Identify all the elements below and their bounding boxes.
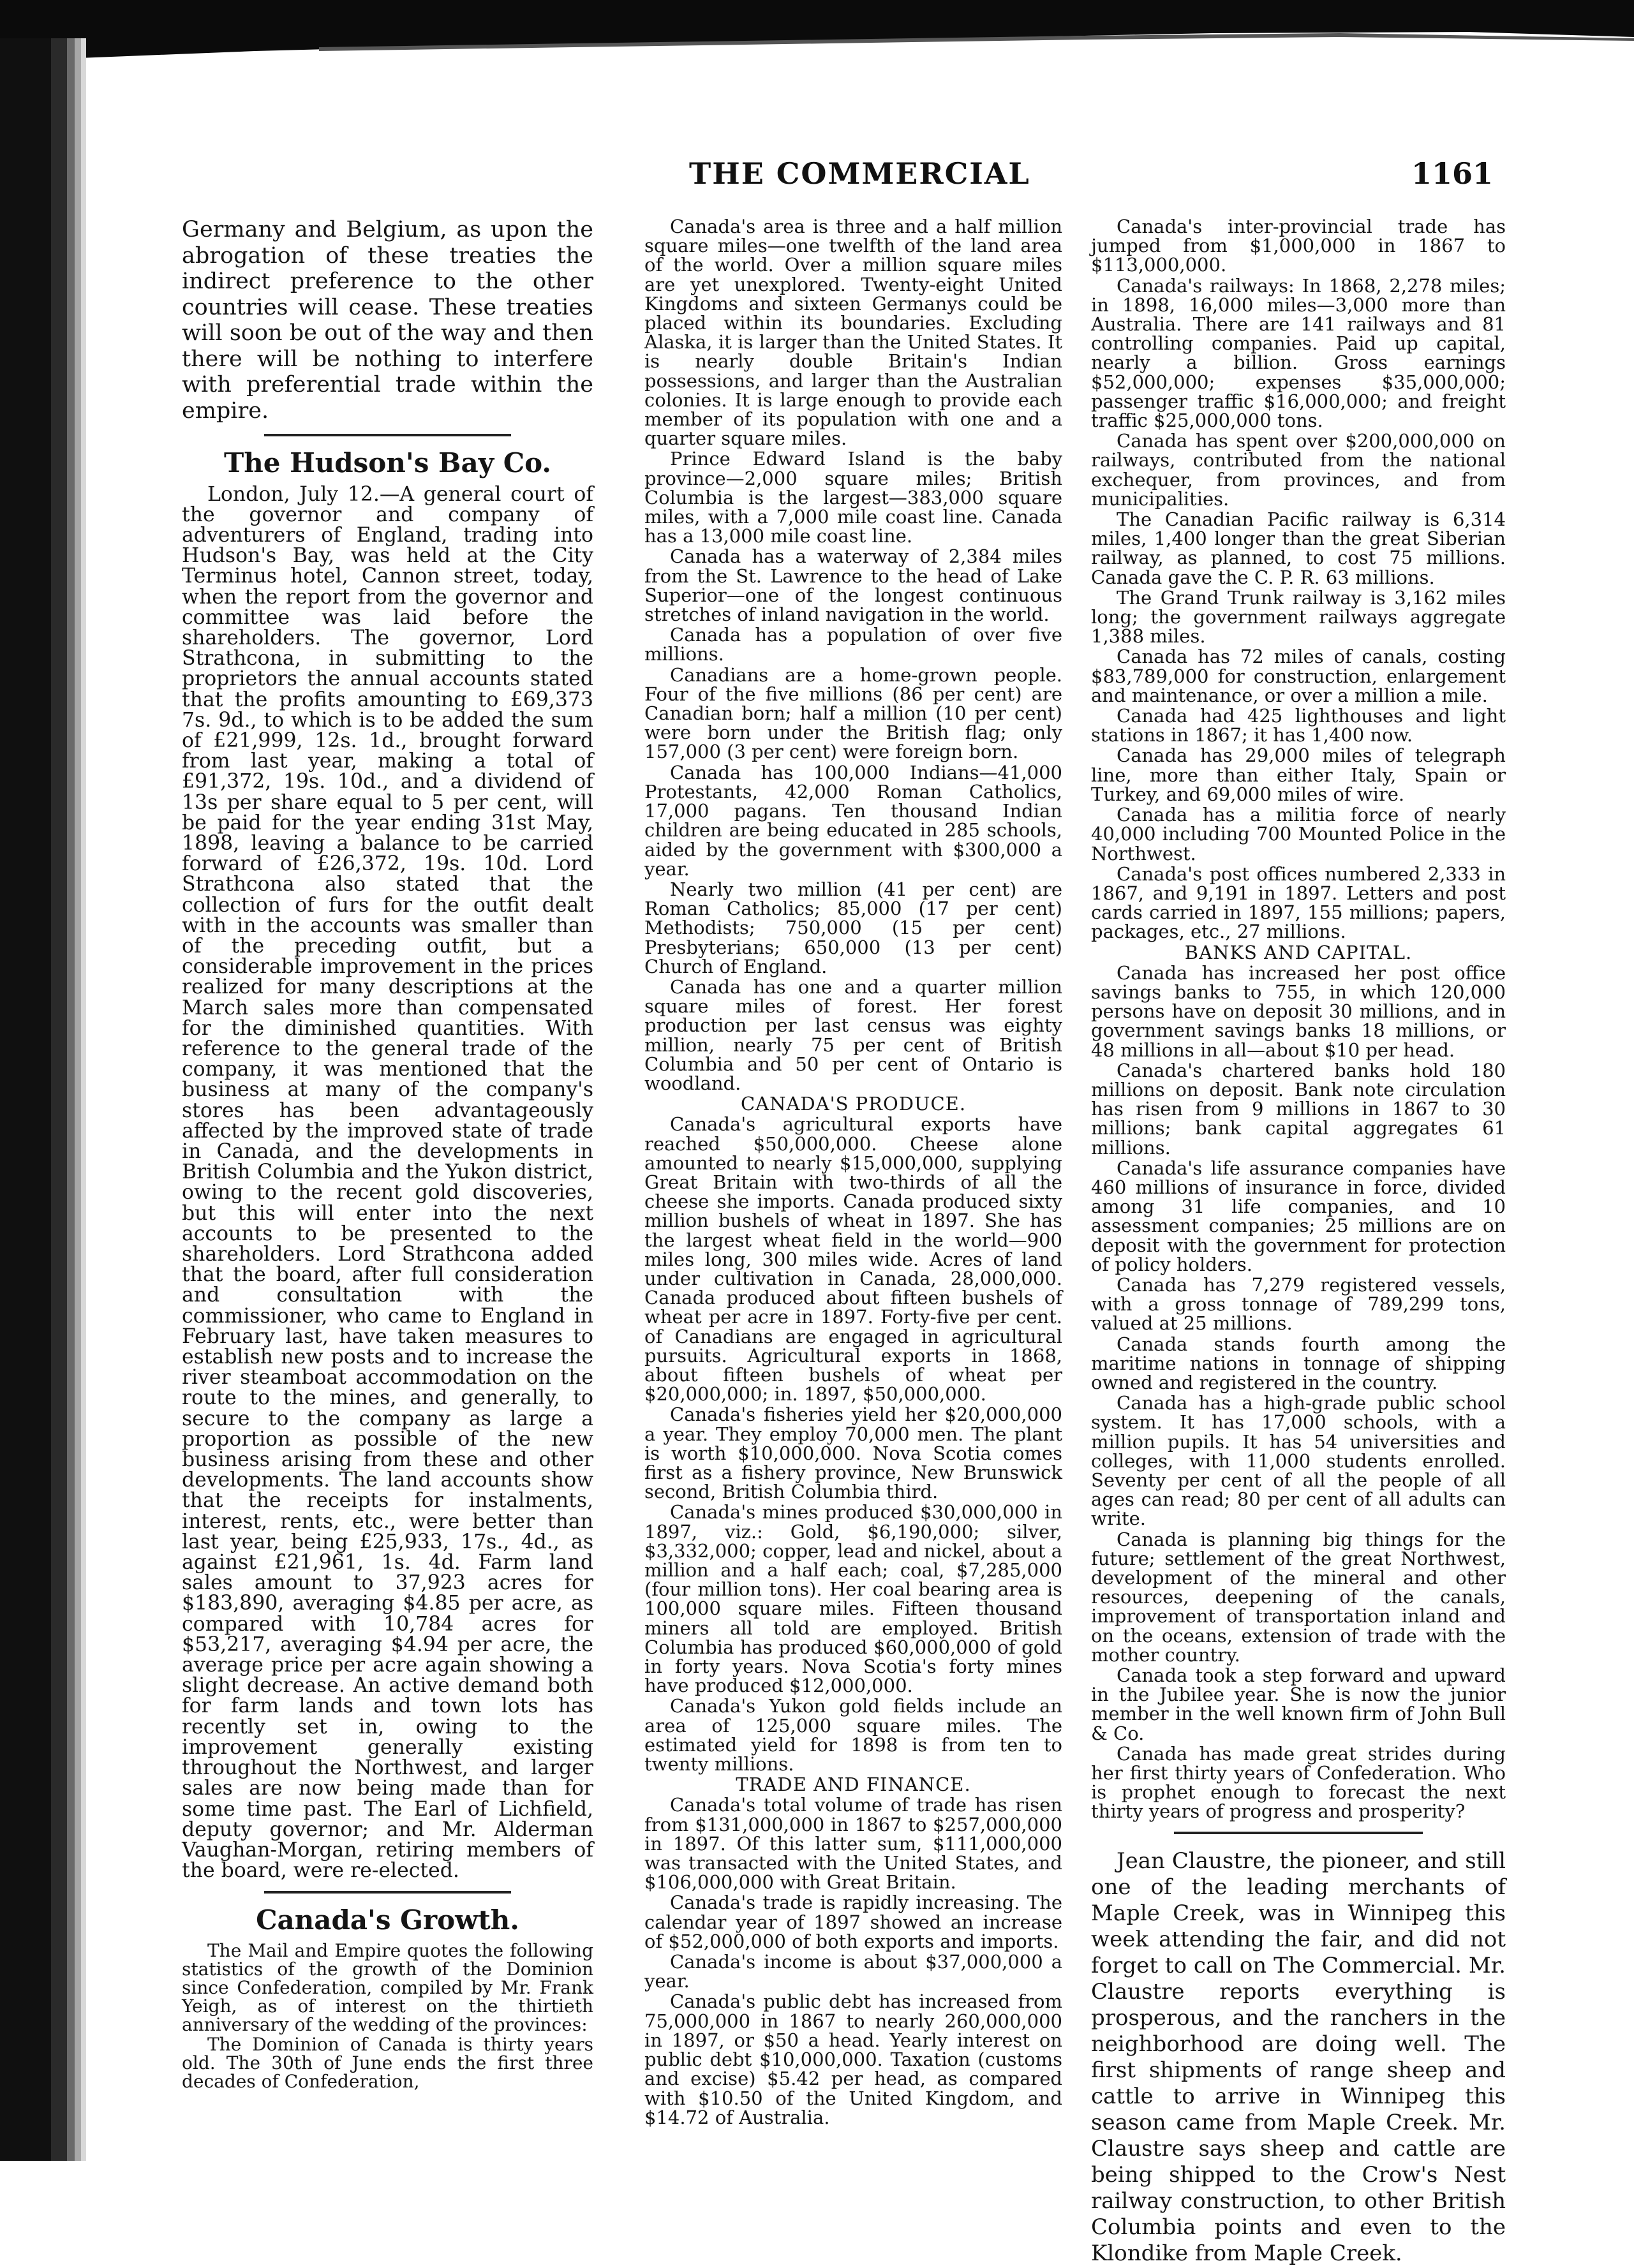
binding-spine	[0, 38, 102, 2161]
article-paragraph: Canada's area is three and a half million square miles—one twelfth of the land area of the world. Over a million square miles are yet unexplored. Twenty-eight United Kingdoms and sixteen Germanys could be placed within its boundaries. Excluding Alaska, it is larger than the United States. It is nearly double Britain's Indian possessions, and larger than the Australian colonies. It is large enough to provide each member of its population with one and a quarter square miles.	[644, 216, 1062, 450]
article-paragraph: Canada took a step forward and upward in the Jubilee year. She is now the junior member in the well known firm of John Bull & Co.	[1091, 1664, 1506, 1744]
article-paragraph: Canada has a population of over five millions.	[644, 624, 1062, 665]
article-paragraph: Canada has 7,279 registered vessels, with a gross tonnage of 789,299 tons, valued at 25 millions.	[1091, 1273, 1506, 1335]
article-paragraph: The Canadian Pacific railway is 6,314 miles, 1,400 longer than the great Siberian railway, as planned, to cost 75 millions. Canada gave the C. P. R. 63 millions.	[1091, 508, 1506, 588]
subheading-trade-finance: TRADE AND FINANCE.	[736, 1774, 971, 1796]
article-paragraph: Canada's Yukon gold fields include an area of 125,000 square miles. The estimated yield for 1898 is from ten to twenty millions.	[644, 1695, 1062, 1775]
article-paragraph: Prince Edward Island is the baby province—2,000 square miles; British Columbia is the largest—383,000 square miles, with a 7,000 mile coast line. Canada has a 13,000 mile coast line.	[644, 448, 1062, 547]
article-paragraph: Canada has a high-grade public school system. It has 17,000 schools, with a million pupils. It has 54 universities and colleges, with 11,000 students enrolled. Seventy per cent of all the people of all ages can read; 80 per cent of all adults can write.	[1091, 1392, 1506, 1530]
article-paragraph: Canada's trade is rapidly increasing. The calendar year of 1897 showed an increase of $52,000,000 of both exports and imports.	[644, 1892, 1062, 1952]
article-paragraph: Canada's inter-provincial trade has jumped from $1,000,000 in 1867 to $113,000,000.	[1091, 216, 1506, 276]
article-paragraph: The Grand Trunk railway is 3,162 miles long; the government railways aggregate 1,388 miles.	[1091, 586, 1506, 648]
article-paragraph: Canada's public debt has increased from 75,000,000 in 1867 to nearly 260,000,000 in 1897, or $50 a head. Yearly interest on public debt $10,000,000. Taxation (customs and excise) $5.42 per head, as compared with $10.50 of the United Kingdom, and $14.72 of Australia.	[644, 1990, 1062, 2128]
publication-title: THE COMMERCIAL	[689, 156, 1030, 191]
article-paragraph: Canada's mines produced $30,000,000 in 1897, viz.: Gold, $6,190,000; silver, $3,332,000; copper, lead and nickel, about a million and a half each; coal, $7,285,000 (four million tons). Her coal bearing area is 100,000 square miles. Fifteen thousand miners all told are employed. British Columbia has produced $60,000,000 of gold in forty years. Nova Scotia's forty mines have produced $12,000,000.	[644, 1501, 1062, 1697]
article-paragraph: London, July 12.—A general court of the governor and company of adventurers of England, trading into Hudson's Bay, was held at the City Terminus hotel, Cannon street, today, when the report from the governor and committee was laid before the shareholders. The governor, Lord Strathcona, in submitting to the proprietors the annual accounts stated that the profits amounting to £69,373 7s. 9d., to which is to be added the sum of £21,999, 12s. 1d., brought forward from last year, making a total of £91,372, 19s. 10d., and a dividend of 13s per share equal to 5 per cent, will be paid for the year ending 31st May, 1898, leaving a balance to be carried forward of £26,372, 19s. 10d. Lord Strathcona also stated that the collection of furs for the outfit dealt with in the accounts was smaller than of the preceding outfit, but a considerable improvement in the prices realized for many descriptions at the March sales more than compensated for the diminished quantities. With reference to the general trade of the company, it was mentioned that the business at many of the company's stores has been advantageously affected by the improved state of trade in Canada, and the developments in British Columbia and the Yukon district, owing to the recent gold discoveries, but this will enter into the next accounts to be presented to the shareholders. Lord Strathcona added that the board, after full consideration and consultation with the commissioner, who came to England in February last, have taken measures to establish new posts and to increase the river steamboat accommodation on the route to the mines, and generally, to secure to the company as large a proportion as possible of the new business arising from these and other developments. The land accounts show that the receipts for instalments, interest, rents, etc., were better than last year, being £25,933, 17s., 4d., as against £21,961, 1s. 4d. Farm land sales amount to 37,923 acres for $183,890, averaging $4.85 per acre, as compared with 10,784 acres for $53,217, averaging $4.94 per acre, the average price per acre again showing a slight decrease. An active demand both for farm lands and town lots has recently set in, owing to the improvement generally existing throughout the Northwest, and larger sales are now being made than for some time past. The Earl of Lichfield, deputy governor; and Mr. Alderman Vaughan-Morgan, retiring members of the board, were re-elected.	[182, 482, 593, 1883]
scan-top-edge	[0, 0, 1634, 64]
column-1	[182, 217, 593, 2092]
section-divider	[264, 434, 511, 436]
article-paragraph: Nearly two million (41 per cent) are Roman Catholics; 85,000 (17 per cent) Methodists; 750,000 (15 per cent) Presbyterians; 650,000 (13 per cent) Church of England.	[644, 878, 1062, 977]
article-paragraph: Canada has 100,000 Indians—41,000 Protestants, 42,000 Roman Catholics, 17,000 pagans. Ten thousand Indian children are being educated in 285 schools, aided by the government with $300,000 a year.	[644, 761, 1062, 880]
article-paragraph: Canada's total volume of trade has risen from $131,000,000 in 1867 to $257,000,000 in 1897. Of this latter sum, $111,000,000 was transacted with the United States, and $106,000,000 with Great Britain.	[644, 1794, 1062, 1894]
column-3	[1091, 217, 1506, 2268]
article-heading-canadas-growth: Canada's Growth.	[256, 1904, 519, 1936]
article-paragraph: Canada has a militia force of nearly 40,000 including 700 Mounted Police in the Northwest.	[1091, 804, 1506, 864]
section-divider	[1174, 1832, 1423, 1834]
article-paragraph: Canada has 29,000 miles of telegraph line, more than either Italy, Spain or Turkey, and 69,000 miles of wire.	[1091, 745, 1506, 805]
article-paragraph: Canada's post offices numbered 2,333 in 1867, and 9,191 in 1897. Letters and post cards carried in 1897, 155 millions; papers, packages, etc., 27 millions.	[1091, 863, 1506, 943]
article-paragraph: Canada's income is about $37,000,000 a year.	[644, 1951, 1062, 1992]
article-paragraph: Canada has a waterway of 2,384 miles from the St. Lawrence to the head of Lake Superior—one of the longest continuous stretches of inland navigation in the world.	[644, 545, 1062, 626]
article-paragraph: Canada's life assurance companies have 460 millions of insurance in force, divided among 31 life companies, and 10 assessment companies; 25 millions are on deposit with the government for protection of policy holders.	[1091, 1157, 1506, 1275]
article-paragraph: Canada is planning big things for the future; settlement of the great Northwest, development of the mineral and other resources, deepening of the canals, improvement of transportation inland and on the oceans, extension of trade with the mother country.	[1091, 1528, 1506, 1666]
article-paragraph: Canada's fisheries yield her $20,000,000 a year. They employ 70,000 men. The plant is worth $10,000,000. Nova Scotia comes first as a fishery province, New Brunswick second, British Columbia third.	[644, 1404, 1062, 1503]
article-paragraph: Canada has 72 miles of canals, costing $83,789,000 for construction, enlargement and maintenance, or over a million a mile.	[1091, 646, 1506, 706]
article-paragraph-claustre: Jean Claustre, the pioneer, and still one of the leading merchants of Maple Creek, was in Winnipeg this week attending the fair, and did not forget to call on The Commercial. Mr. Claustre reports everything is prosperous, and the ranchers in the neighborhood are doing well. The first shipments of range sheep and cattle to arrive in Winnipeg this season came from Maple Creek. Mr. Claustre says sheep and cattle are being shipped to the Crow's Nest railway construction, to other British Columbia points and even to the Klondike from Maple Creek.	[1091, 1848, 1506, 2266]
article-paragraph: The Mail and Empire quotes the following statistics of the growth of the Dominion since Confederation, compiled by Mr. Frank Yeigh, as of interest on the thirtieth anniversary of the wedding of the provinces:	[182, 1939, 593, 2035]
page-number: 1161	[1411, 156, 1493, 191]
subheading-produce: CANADA'S PRODUCE.	[740, 1093, 967, 1115]
article-paragraph: Canadians are a home-grown people. Four of the five millions (86 per cent) are Canadian born; half a million (10 per cent) were born under the British flag; only 157,000 (3 per cent) were foreign born.	[644, 663, 1062, 763]
article-paragraph: Canada stands fourth among the maritime nations in tonnage of shipping owned and registered in the country.	[1091, 1333, 1506, 1393]
article-paragraph: Canada's chartered banks hold 180 millions on deposit. Bank note circulation has risen from 9 millions in 1867 to 30 millions; bank capital aggregates 61 millions.	[1091, 1059, 1506, 1159]
article-paragraph: The Dominion of Canada is thirty years old. The 30th of June ends the first three decades of Confederation,	[182, 2033, 593, 2092]
article-paragraph: Canada has spent over $200,000,000 on railways, contributed from the national exchequer, from provinces, and from municipalities.	[1091, 430, 1506, 510]
section-divider	[264, 1891, 511, 1894]
subheading-banks-capital: BANKS AND CAPITAL.	[1184, 941, 1413, 963]
article-paragraph: Canada had 425 lighthouses and light stations in 1867; it has 1,400 now.	[1091, 705, 1506, 746]
article-paragraph: Canada's agricultural exports have reached $50,000,000. Cheese alone amounted to nearly $15,000,000, supplying Great Britain with two-thirds of all the cheese she imports. Canada produced sixty million bushels of wheat in 1897. She has the largest wheat field in the world—900 miles long, 300 miles wide. Acres of land under cultivation in Canada, 28,000,000. Canada produced about fifteen bushels of wheat per acre in 1897. Forty-five per cent. of Canadians are engaged in agricultural pursuits. Agricultural exports in 1868, about fifteen bushels of wheat per $20,000,000; in. 1897, $50,000,000.	[644, 1113, 1062, 1405]
page-header	[166, 150, 1493, 201]
article-paragraph: Canada has one and a quarter million square miles of forest. Her forest production per last census was eighty million, nearly 75 per cent of British Columbia and 50 per cent of Ontario is woodland.	[644, 975, 1062, 1094]
article-heading-hudsons-bay: The Hudson's Bay Co.	[223, 447, 552, 478]
intro-paragraph: Germany and Belgium, as upon the abrogation of these treaties the indirect preference to the other countries will cease. These treaties will soon be out of the way and then there will be nothing to interfere with preferential trade within the empire.	[182, 217, 593, 424]
article-paragraph: Canada has increased her post office savings banks to 755, in which 120,000 persons have on deposit 30 millions, and in government savings banks 18 millions, or 48 millions in all—about $10 per head.	[1091, 961, 1506, 1061]
column-2	[644, 217, 1062, 2128]
article-paragraph: Canada's railways: In 1868, 2,278 miles; in 1898, 16,000 miles—3,000 more than Australia. There are 141 railways and 81 controlling companies. Paid up capital, nearly a billion. Gross earnings $52,000,000; expenses $35,000,000; passenger traffic $16,000,000; and freight traffic $25,000,000 tons.	[1091, 274, 1506, 432]
article-paragraph: Canada has made great strides during her first thirty years of Confederation. Who is prophet enough to forecast the next thirty years of progress and prosperity?	[1091, 1742, 1506, 1823]
